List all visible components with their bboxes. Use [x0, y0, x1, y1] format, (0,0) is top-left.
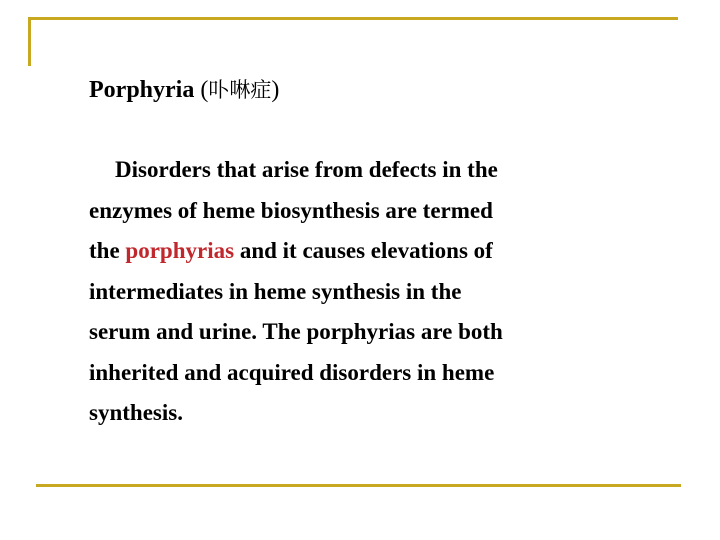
body-line-3-post: and it causes elevations of: [234, 238, 493, 263]
slide-title: [89, 75, 279, 105]
decorative-top-line: [28, 17, 678, 20]
body-line-2: enzymes of heme biosynthesis are termed: [89, 197, 493, 223]
slide-body: [89, 150, 629, 434]
body-line-4: intermediates in heme synthesis in the: [89, 278, 462, 304]
title-main: Porphyria: [89, 77, 195, 103]
title-chinese: 卟啉症: [208, 78, 272, 102]
body-line-1-text: Disorders that arise from defects in the: [115, 157, 498, 182]
highlighted-term: porphyrias: [125, 238, 235, 263]
body-line-3-pre: the: [89, 238, 126, 263]
body-line-6: inherited and acquired disorders in heme: [89, 359, 495, 385]
body-line-3: [89, 231, 629, 272]
body-line-7: synthesis.: [89, 400, 183, 425]
body-line-5: serum and urine. The porphyrias are both: [89, 319, 503, 344]
decorative-vertical-line: [28, 17, 31, 66]
title-paren-open: (: [194, 77, 209, 103]
body-line-1: [89, 150, 629, 191]
title-paren-close: ): [271, 77, 280, 103]
decorative-bottom-line: [36, 484, 681, 487]
